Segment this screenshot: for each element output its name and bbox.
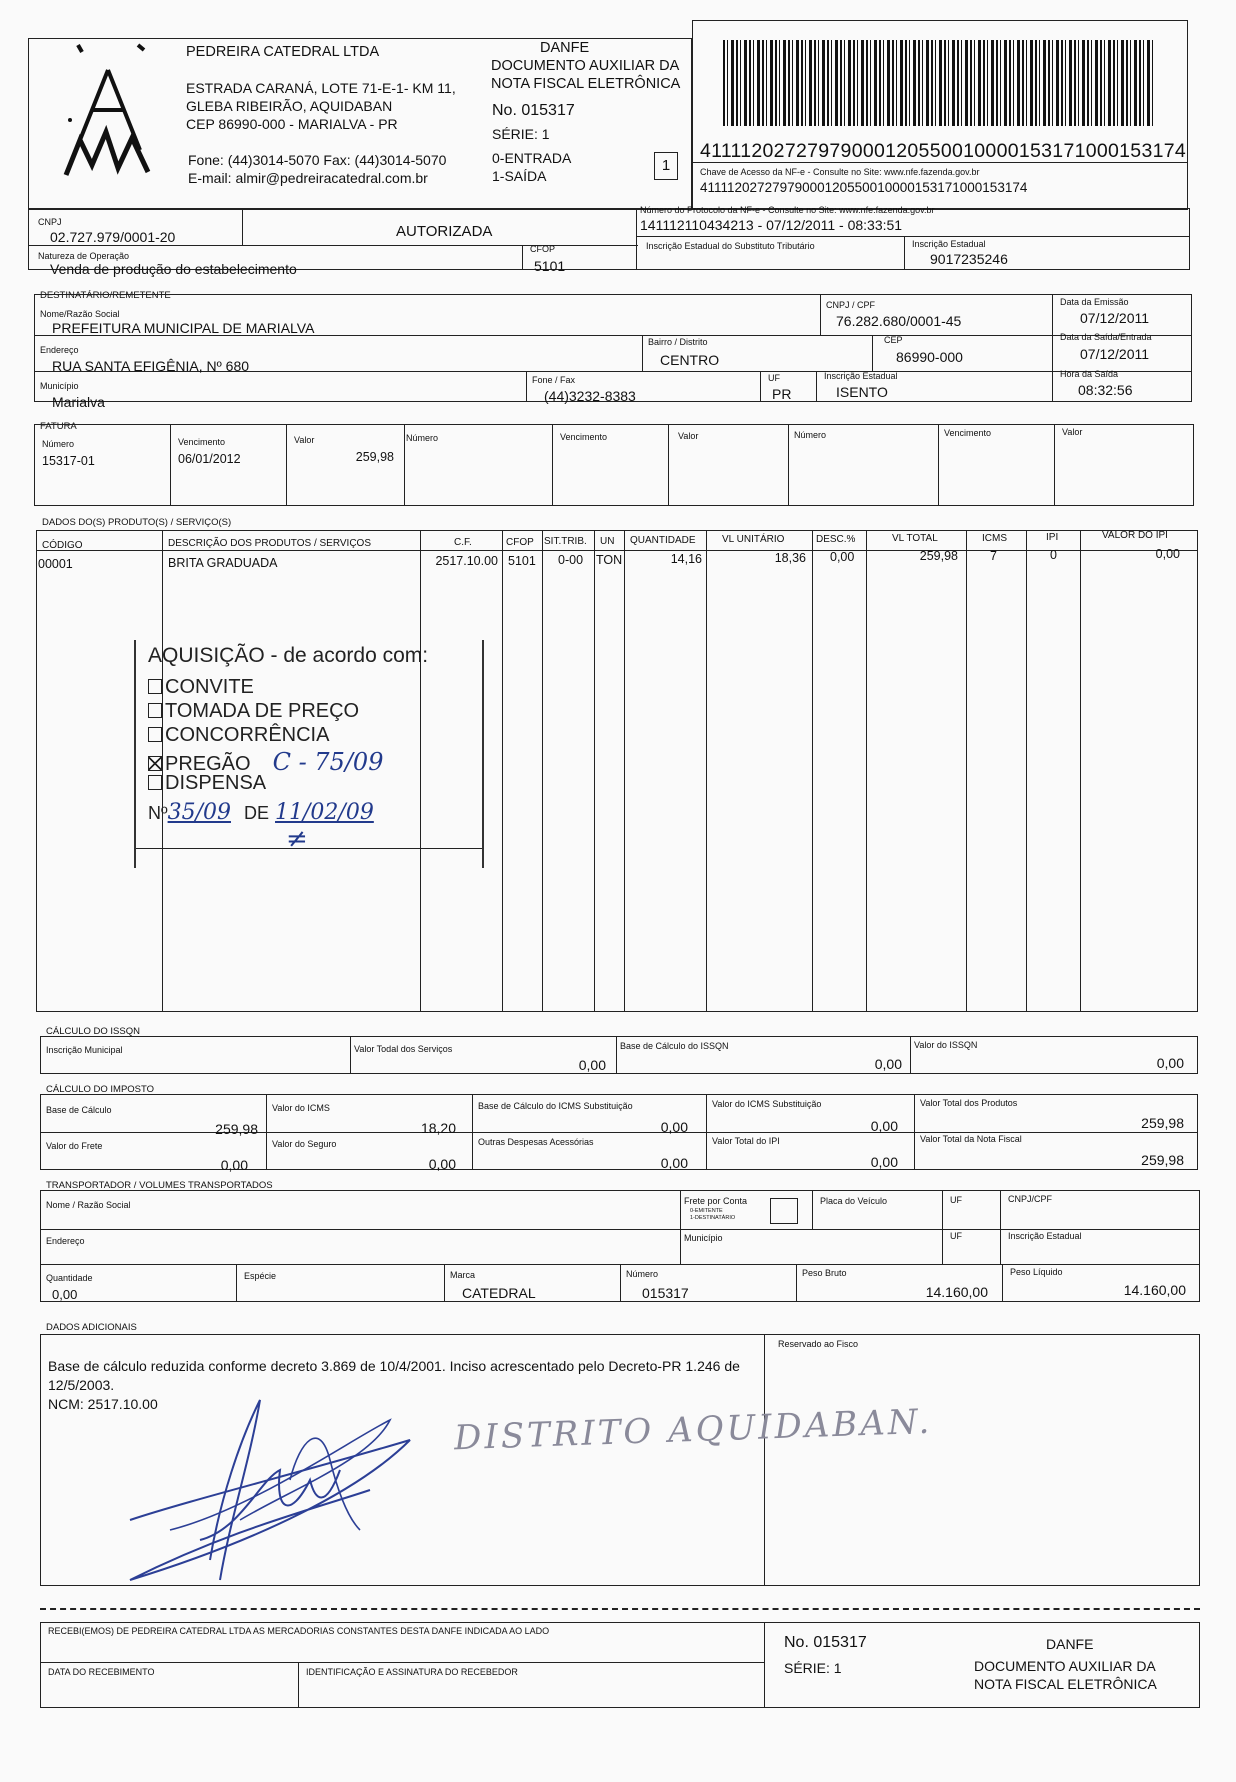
prod-un: TON	[596, 553, 623, 567]
imposto-outras-label: Outras Despesas Acessórias	[478, 1137, 594, 1147]
dest-municipio: Marialva	[52, 394, 105, 410]
company-logo	[58, 40, 158, 180]
dest-name-label: Nome/Razão Social	[40, 309, 120, 319]
dest-section-title: DESTINATÁRIO/REMETENTE	[40, 290, 171, 301]
imposto-vprod: 259,98	[1141, 1115, 1184, 1131]
dest-saida-label: Data da Saída/Entrada	[1060, 332, 1152, 342]
prod-header-icms: ICMS	[982, 533, 1007, 544]
transp-frete-opt1: 0-EMITENTE	[690, 1208, 723, 1214]
emitter-address-1: ESTRADA CARANÁ, LOTE 71-E-1- KM 11,	[186, 80, 456, 96]
issqn-v-label: Valor do ISSQN	[914, 1040, 978, 1050]
stamp-initial: ≠	[286, 824, 308, 854]
imposto-vicms-label: Valor do ICMS	[272, 1103, 330, 1113]
canhoto-vline-2	[298, 1662, 299, 1708]
dest-vline-ie	[816, 371, 817, 402]
transp-nome-label: Nome / Razão Social	[46, 1200, 131, 1210]
prod-header-un: UN	[600, 536, 615, 547]
transp-placa-label: Placa do Veículo	[820, 1196, 888, 1206]
imposto-vline-2	[472, 1094, 473, 1170]
prod-header-quantidade: QUANTIDADE	[630, 535, 696, 546]
imposto-vicms: 18,20	[420, 1120, 456, 1136]
ie-vline	[904, 236, 905, 270]
fatura-numero-label-1: Número	[42, 439, 75, 449]
cfop-label: CFOP	[530, 244, 556, 254]
prod-icms: 7	[990, 549, 997, 563]
imposto-section-title: CÁLCULO DO IMPOSTO	[46, 1084, 155, 1095]
dest-hora-label: Hora da Saída	[1060, 369, 1119, 379]
dest-cep-label: CEP	[884, 335, 903, 345]
prod-valoripi: 0,00	[1155, 547, 1180, 561]
imposto-frete: 0,00	[220, 1157, 248, 1173]
danfe-title: DANFE	[540, 40, 590, 56]
transp-endereco-label: Endereço	[46, 1236, 85, 1246]
access-divider	[692, 162, 1188, 163]
stamp-option-tomada: TOMADA DE PREÇO	[148, 700, 359, 723]
emitter-name: PEDREIRA CATEDRAL LTDA	[186, 44, 380, 60]
transp-uf-label: UF	[950, 1195, 962, 1205]
fatura-valor: 259,98	[355, 450, 394, 464]
transp-cnpj-label: CNPJ/CPF	[1008, 1194, 1053, 1204]
issqn-box	[40, 1036, 1198, 1074]
prod-header-descricao: DESCRIÇÃO DOS PRODUTOS / SERVIÇOS	[168, 538, 372, 549]
dest-box	[34, 294, 1192, 402]
cnpj-vline-2	[636, 208, 637, 270]
canhoto-sub-1: DOCUMENTO AUXILIAR DA	[974, 1658, 1156, 1674]
cnpj-value: 02.727.979/0001-20	[50, 229, 176, 245]
imposto-nf-label: Valor Total da Nota Fiscal	[920, 1134, 1022, 1144]
danfe-type-box: 1	[654, 152, 678, 180]
dest-emissao-label: Data da Emissão	[1060, 297, 1129, 307]
transp-vline-b3	[620, 1264, 621, 1302]
fatura-numero-label-3: Número	[794, 430, 827, 440]
transp-ie-label: Inscrição Estadual	[1008, 1231, 1082, 1241]
access-consult: Chave de Acesso da NF-e - Consulte no Site: www.nfe.fazenda.gov.br	[700, 167, 980, 177]
dest-uf-label: UF	[768, 373, 780, 383]
adicionais-section-title: DADOS ADICIONAIS	[46, 1322, 137, 1333]
transp-section-title: TRANSPORTADOR / VOLUMES TRANSPORTADOS	[46, 1180, 273, 1191]
prod-header-vltotal: VL TOTAL	[892, 533, 938, 544]
transp-frete-box	[770, 1198, 798, 1224]
prod-col-8	[812, 530, 813, 1012]
dest-bairro: CENTRO	[660, 352, 720, 368]
nature-label: Natureza de Operação	[38, 251, 130, 261]
canhoto-series: SÉRIE: 1	[784, 1660, 842, 1676]
imposto-seg-label: Valor do Seguro	[272, 1139, 337, 1149]
prod-vlunit: 18,36	[774, 551, 806, 565]
imposto-vline-4	[914, 1094, 915, 1170]
stamp-option-concorrencia: CONCORRÊNCIA	[148, 724, 329, 747]
stamp-option-dispensa: DISPENSA	[148, 772, 266, 795]
prod-header-cf: C.F.	[454, 537, 472, 548]
prod-ipi: 0	[1050, 548, 1057, 562]
issqn-base: 0,00	[874, 1056, 902, 1072]
issqn-vts-label: Valor Todal dos Serviços	[354, 1044, 453, 1054]
canhoto-ident-label: IDENTIFICAÇÃO E ASSINATURA DO RECEBEDOR	[306, 1667, 518, 1677]
transp-pl-label: Peso Líquido	[1010, 1267, 1063, 1277]
fatura-vline-4	[552, 424, 553, 506]
prod-header-cfop: CFOP	[506, 537, 534, 548]
dest-fone: (44)3232-8383	[544, 388, 636, 404]
hand-note-district: DISTRITO AQUIDABAN.	[453, 1401, 933, 1459]
danfe-subtitle-2: NOTA FISCAL ELETRÔNICA	[491, 76, 681, 92]
dest-saida: 07/12/2011	[1080, 346, 1150, 362]
stamp-bottom-line	[136, 848, 482, 849]
canhoto-received-text: RECEBI(EMOS) DE PEDREIRA CATEDRAL LTDA AS MERCADORIAS CONSTANTES DESTA DANFE INDICADA AO LADO	[48, 1626, 550, 1636]
dest-emissao: 07/12/2011	[1080, 310, 1150, 326]
prod-descricao: BRITA GRADUADA	[168, 556, 278, 570]
dest-vline-cep	[872, 335, 873, 371]
prod-col-5	[594, 530, 595, 1012]
fatura-vline-2	[286, 424, 287, 506]
dest-hora: 08:32:56	[1078, 382, 1133, 398]
dest-cnpj: 76.282.680/0001-45	[836, 313, 962, 329]
fatura-vline-3	[404, 424, 405, 506]
prod-header-desc: DESC.%	[816, 534, 856, 545]
dest-endereco-label: Endereço	[40, 345, 79, 355]
prod-header-vlunit: VL UNITÁRIO	[722, 534, 785, 545]
dest-vline-uf	[760, 371, 761, 402]
protocol-label: Número do Protocolo da NF-e - Consulte no Site: www.nfe.fazenda.gov.br	[640, 205, 935, 215]
transp-vline-cnpj	[1000, 1190, 1001, 1264]
issqn-im-label: Inscrição Municipal	[46, 1045, 123, 1055]
issqn-v: 0,00	[1156, 1055, 1184, 1071]
transp-vline-frete	[680, 1190, 681, 1264]
issqn-vline-3	[910, 1036, 911, 1074]
nature-value: Venda de produção do estabelecimento	[50, 261, 297, 277]
signature	[110, 1380, 430, 1610]
emitter-address-3: CEP 86990-000 - MARIALVA - PR	[186, 116, 398, 132]
canhoto-vline-1	[764, 1622, 765, 1708]
access-key-small: 41111202727979000120550010000153171000153174	[700, 180, 1028, 195]
prod-sittrib: 0-00	[558, 553, 584, 567]
stamp-pregao-number: C - 75/09	[272, 748, 384, 776]
transp-numero: 015317	[642, 1285, 689, 1301]
fatura-valor-label-1: Valor	[294, 435, 315, 445]
fisco-label: Reservado ao Fisco	[778, 1339, 859, 1349]
imposto-ipi-label: Valor Total do IPI	[712, 1136, 780, 1146]
fatura-venc: 06/01/2012	[178, 452, 241, 466]
dest-uf: PR	[772, 386, 792, 402]
dest-cep: 86990-000	[896, 349, 963, 365]
dest-vline-bairro	[642, 335, 643, 371]
fatura-vline-1	[170, 424, 171, 506]
fatura-vline-6	[788, 424, 789, 506]
danfe-entrada: 0-ENTRADA	[492, 150, 572, 166]
stamp-option-pregao: PREGÃO C - 75/09	[148, 748, 383, 776]
transp-qtd: 0,00	[52, 1287, 78, 1302]
imposto-vline-1	[266, 1094, 267, 1170]
barcode	[723, 40, 1153, 126]
issqn-base-label: Base de Cálculo do ISSQN	[620, 1041, 729, 1051]
imposto-vprod-label: Valor Total dos Produtos	[920, 1098, 1018, 1108]
prod-col-6	[624, 530, 625, 1012]
imposto-vst: 0,00	[870, 1118, 898, 1134]
stamp-title: AQUISIÇÃO - de acordo com:	[148, 644, 429, 667]
ie-value: 9017235246	[930, 251, 1008, 267]
imposto-vst-label: Valor do ICMS Substituição	[712, 1099, 822, 1109]
imposto-bc: 259,98	[215, 1121, 258, 1137]
transp-municipio-label: Município	[684, 1233, 723, 1243]
imposto-outras: 0,00	[660, 1155, 688, 1171]
transp-vline-uf	[942, 1190, 943, 1264]
imposto-bc-label: Base de Cálculo	[46, 1105, 112, 1115]
ie-label: Inscrição Estadual	[912, 239, 986, 249]
cnpj-vline-1	[242, 208, 243, 245]
status-autorizada: AUTORIZADA	[396, 223, 493, 240]
produtos-header-line	[36, 550, 1198, 551]
transp-especie-label: Espécie	[244, 1271, 277, 1281]
imposto-nf: 259,98	[1141, 1152, 1184, 1168]
prod-col-7	[706, 530, 707, 1012]
fatura-numero-label-2: Número	[406, 433, 439, 443]
transp-vline-b2	[444, 1264, 445, 1302]
access-key-big: 41111202727979000120550010000153171000153174	[700, 140, 1187, 162]
fatura-vline-7	[938, 424, 939, 506]
prod-header-ipi: IPI	[1046, 532, 1059, 543]
transp-pl: 14.160,00	[1123, 1282, 1186, 1298]
transp-pb: 14.160,00	[925, 1284, 988, 1300]
protocol-value: 141112110434213 - 07/12/2011 - 08:33:51	[640, 217, 903, 233]
ie-st-label: Inscrição Estadual do Substituto Tributário	[646, 241, 815, 251]
dest-endereco: RUA SANTA EFIGÊNIA, Nº 680	[52, 358, 250, 374]
cfop-value: 5101	[534, 258, 566, 274]
stamp-option-convite: CONVITE	[148, 676, 254, 699]
dest-name: PREFEITURA MUNICIPAL DE MARIALVA	[52, 320, 315, 336]
fatura-venc-label-1: Vencimento	[178, 437, 226, 447]
fatura-vline-5	[668, 424, 669, 506]
prod-header-valoripi: VALOR DO IPI	[1102, 530, 1168, 541]
transp-uf2-label: UF	[950, 1231, 962, 1241]
canhoto-data-label: DATA DO RECEBIMENTO	[48, 1667, 155, 1677]
canhoto-hline	[40, 1662, 764, 1663]
acquisition-stamp	[134, 640, 484, 868]
imposto-seg: 0,00	[428, 1156, 456, 1172]
transp-vline-b4	[796, 1264, 797, 1302]
dest-vline-cnpj	[820, 294, 821, 335]
fatura-section-title: FATURA	[40, 421, 77, 432]
issqn-section-title: CÁLCULO DO ISSQN	[46, 1026, 140, 1037]
prod-header-codigo: CÓDIGO	[42, 540, 83, 551]
emitter-email: E-mail: almir@pedreiracatedral.com.br	[188, 170, 428, 186]
prod-codigo: 00001	[38, 557, 73, 571]
transp-vline-placa	[812, 1190, 813, 1229]
stamp-number-line: Nº35/09 DE 11/02/09	[148, 800, 374, 825]
danfe-number: No. 015317	[492, 102, 575, 119]
prod-desc: 0,00	[830, 550, 855, 564]
cfop-vline	[522, 245, 523, 270]
fatura-valor-label-3: Valor	[1062, 427, 1083, 437]
imposto-bcst-label: Base de Cálculo do ICMS Substituição	[478, 1101, 633, 1111]
issqn-vts: 0,00	[578, 1057, 606, 1073]
transp-marca-label: Marca	[450, 1270, 476, 1280]
transp-frete-opt2: 1-DESTINATÁRIO	[690, 1215, 736, 1221]
fatura-venc-label-3: Vencimento	[944, 428, 992, 438]
imposto-ipi: 0,00	[870, 1154, 898, 1170]
emitter-address-2: GLEBA RIBEIRÃO, AQUIDABAN	[186, 98, 393, 114]
danfe-saida: 1-SAÍDA	[492, 168, 547, 184]
prod-col-10	[966, 530, 967, 1012]
dest-ie: ISENTO	[836, 384, 888, 400]
issqn-vline-1	[350, 1036, 351, 1074]
imposto-bcst: 0,00	[660, 1119, 688, 1135]
dest-bairro-label: Bairro / Distrito	[648, 337, 708, 347]
transp-numero-label: Número	[626, 1269, 659, 1279]
adicionais-line-1: Base de cálculo reduzida conforme decreto 3.869 de 10/4/2001. Inciso acrescentado pelo Decreto-PR 1.246 de	[48, 1358, 740, 1374]
cnpj-label: CNPJ	[38, 217, 62, 227]
transp-hline-1	[40, 1229, 1200, 1230]
canhoto-number: No. 015317	[784, 1634, 867, 1651]
danfe-subtitle-1: DOCUMENTO AUXILIAR DA	[491, 58, 680, 74]
cut-line	[40, 1608, 1200, 1610]
dest-vline-right	[1052, 294, 1053, 402]
imposto-frete-label: Valor do Frete	[46, 1141, 103, 1151]
adicionais-line-3: NCM: 2517.10.00	[48, 1396, 158, 1412]
protocol-divider	[636, 236, 1190, 237]
transp-pb-label: Peso Bruto	[802, 1268, 847, 1278]
adicionais-fisco-divider	[764, 1334, 765, 1586]
emitter-phone: Fone: (44)3014-5070 Fax: (44)3014-5070	[188, 152, 447, 168]
prod-quantidade: 14,16	[670, 552, 702, 566]
transp-marca: CATEDRAL	[462, 1285, 536, 1301]
adicionais-line-2: 12/5/2003.	[48, 1377, 115, 1393]
fatura-vline-8	[1054, 424, 1055, 506]
transp-frete-label: Frete por Conta	[684, 1196, 748, 1206]
prod-header-sittrib: SIT.TRIB.	[544, 536, 587, 547]
dest-vline-fone	[526, 371, 527, 402]
prod-col-3	[502, 530, 503, 1012]
fatura-valor-label-2: Valor	[678, 431, 699, 441]
fatura-numero: 15317-01	[42, 454, 95, 468]
prod-col-12	[1080, 530, 1081, 1012]
issqn-vline-2	[616, 1036, 617, 1074]
danfe-series: SÉRIE: 1	[492, 126, 550, 142]
produtos-section-title: DADOS DO(S) PRODUTO(S) / SERVIÇO(S)	[42, 517, 232, 528]
prod-col-4	[542, 530, 543, 1012]
prod-col-11	[1026, 530, 1027, 1012]
dest-ie-label: Inscrição Estadual	[824, 371, 898, 381]
prod-vltotal: 259,98	[919, 549, 958, 563]
transp-qtd-label: Quantidade	[46, 1273, 93, 1283]
prod-col-9	[866, 530, 867, 1012]
dest-fone-label: Fone / Fax	[532, 375, 576, 385]
prod-cfop: 5101	[508, 554, 536, 568]
dest-municipio-label: Município	[40, 381, 79, 391]
transp-vline-b5	[1002, 1264, 1003, 1302]
dest-cnpj-label: CNPJ / CPF	[826, 300, 876, 310]
prod-cf: 2517.10.00	[435, 554, 498, 568]
canhoto-title: DANFE	[1046, 1636, 1094, 1652]
fatura-venc-label-2: Vencimento	[560, 432, 608, 442]
canhoto-sub-2: NOTA FISCAL ELETRÔNICA	[974, 1676, 1157, 1692]
imposto-vline-3	[706, 1094, 707, 1170]
transp-vline-b1	[236, 1264, 237, 1302]
